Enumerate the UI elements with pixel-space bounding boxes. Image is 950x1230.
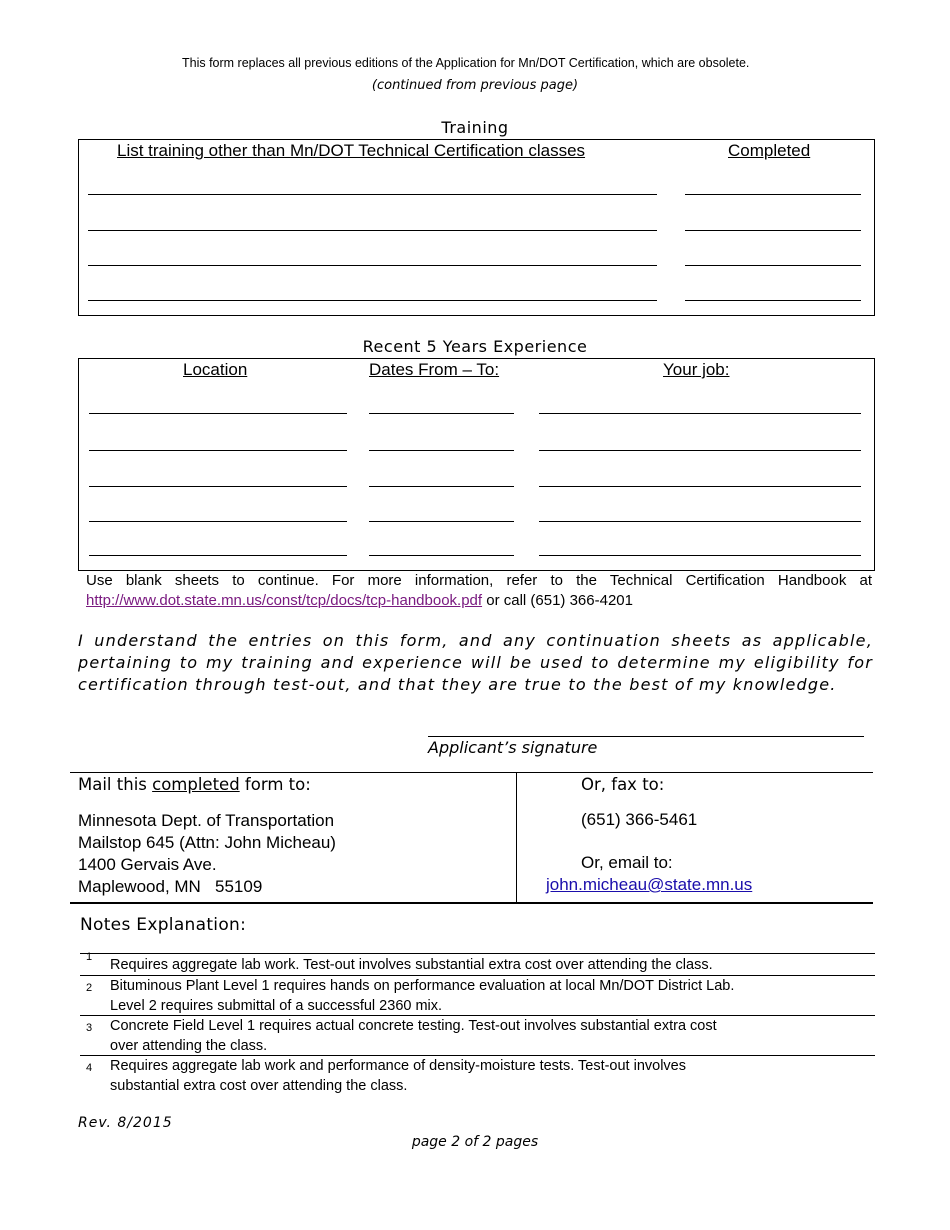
training-col-completed: Completed [728, 141, 811, 160]
signature-label: Applicant’s signature [428, 738, 598, 757]
location-line[interactable] [89, 450, 347, 451]
job-line[interactable] [539, 555, 861, 556]
page-number: page 2 of 2 pages [411, 1134, 539, 1150]
note-number: 2 [86, 982, 93, 994]
training-line[interactable] [88, 300, 657, 301]
note-text [110, 1056, 870, 1096]
location-line[interactable] [89, 521, 347, 522]
mail-label [78, 775, 311, 794]
continued-text: (continued from previous page) [371, 78, 579, 93]
training-box [78, 139, 875, 316]
location-line[interactable] [89, 413, 347, 414]
completed-line[interactable] [685, 300, 861, 301]
note-text [110, 976, 870, 1016]
location-line[interactable] [89, 555, 347, 556]
job-line[interactable] [539, 413, 861, 414]
dates-line[interactable] [369, 450, 514, 451]
note-number: 3 [86, 1022, 93, 1034]
mail-label-post: form to: [239, 775, 311, 794]
job-line[interactable] [539, 521, 861, 522]
signature-line[interactable] [428, 736, 864, 737]
note-line: Concrete Field Level 1 requires actual concrete testing. Test-out involves substantial extra cost [110, 1018, 717, 1034]
note-item [80, 953, 875, 976]
address-line: 1400 Gervais Ave. [78, 855, 217, 874]
location-line[interactable] [89, 486, 347, 487]
dates-line[interactable] [369, 486, 514, 487]
note-number: 4 [86, 1062, 93, 1074]
info-text: Use blank sheets to continue. For more information, refer to the Technical Certification Handbook at [86, 572, 872, 589]
note-line: over attending the class. [110, 1038, 268, 1054]
handbook-link[interactable]: http://www.dot.state.mn.us/const/tcp/docs/tcp-handbook.pdf [86, 592, 483, 609]
address-line: Mailstop 645 (Attn: John Micheau) [78, 833, 336, 852]
address-line: Minnesota Dept. of Transportation [78, 811, 335, 830]
mail-label-pre: Mail this [78, 775, 153, 794]
contact-divider [516, 773, 517, 902]
form-notice: This form replaces all previous editions of the Application for Mn/DOT Certification, which are obsolete. [182, 56, 750, 70]
experience-title: Recent 5 Years Experience [362, 337, 588, 356]
training-title: Training [441, 118, 509, 137]
exp-col-location: Location [183, 360, 248, 379]
job-line[interactable] [539, 486, 861, 487]
email-link[interactable]: john.micheau@state.mn.us [546, 875, 753, 894]
contact-table [70, 772, 873, 904]
address-line: Maplewood, MN 55109 [78, 877, 263, 896]
fax-label: Or, fax to: [581, 775, 665, 794]
exp-col-job: Your job: [663, 360, 730, 379]
continued-note [0, 78, 950, 93]
dates-line[interactable] [369, 521, 514, 522]
mail-address [78, 810, 336, 898]
info-call: or call (651) 366-4201 [482, 592, 633, 609]
info-link-line [86, 591, 633, 611]
experience-box [78, 358, 875, 571]
revision: Rev. 8/2015 [78, 1115, 173, 1131]
job-line[interactable] [539, 450, 861, 451]
dates-line[interactable] [369, 413, 514, 414]
note-item [80, 1055, 875, 1096]
exp-col-dates: Dates From – To: [369, 360, 500, 379]
training-col-list: List training other than Mn/DOT Technical Certification classes [117, 141, 586, 160]
note-line: Requires aggregate lab work and performance of density-moisture tests. Test-out involves [110, 1058, 686, 1074]
dates-line[interactable] [369, 555, 514, 556]
certification-statement: I understand the entries on this form, and any continuation sheets as applicable, pertaining to my training and experience will be used to determine my eligibility for certification through test-out, and that they are true to the best of my knowledge. [78, 631, 873, 694]
mail-label-underlined: completed [152, 775, 240, 794]
note-number: 1 [86, 951, 93, 963]
note-item [80, 975, 875, 1016]
note-item [80, 1015, 875, 1056]
completed-line[interactable] [685, 194, 861, 195]
note-line: substantial extra cost over attending the class. [110, 1078, 408, 1094]
training-line[interactable] [88, 230, 657, 231]
fax-number: (651) 366-5461 [581, 810, 698, 829]
note-line: Bituminous Plant Level 1 requires hands on performance evaluation at local Mn/DOT District Lab. [110, 978, 735, 994]
training-line[interactable] [88, 265, 657, 266]
note-text: Requires aggregate lab work. Test-out involves substantial extra cost over attending the class. [110, 957, 713, 973]
completed-line[interactable] [685, 230, 861, 231]
notes-title: Notes Explanation: [80, 915, 247, 935]
email-label: Or, email to: [581, 853, 673, 872]
completed-line[interactable] [685, 265, 861, 266]
note-text [110, 1016, 870, 1056]
note-line: Level 2 requires submittal of a successful 2360 mix. [110, 998, 443, 1014]
training-line[interactable] [88, 194, 657, 195]
